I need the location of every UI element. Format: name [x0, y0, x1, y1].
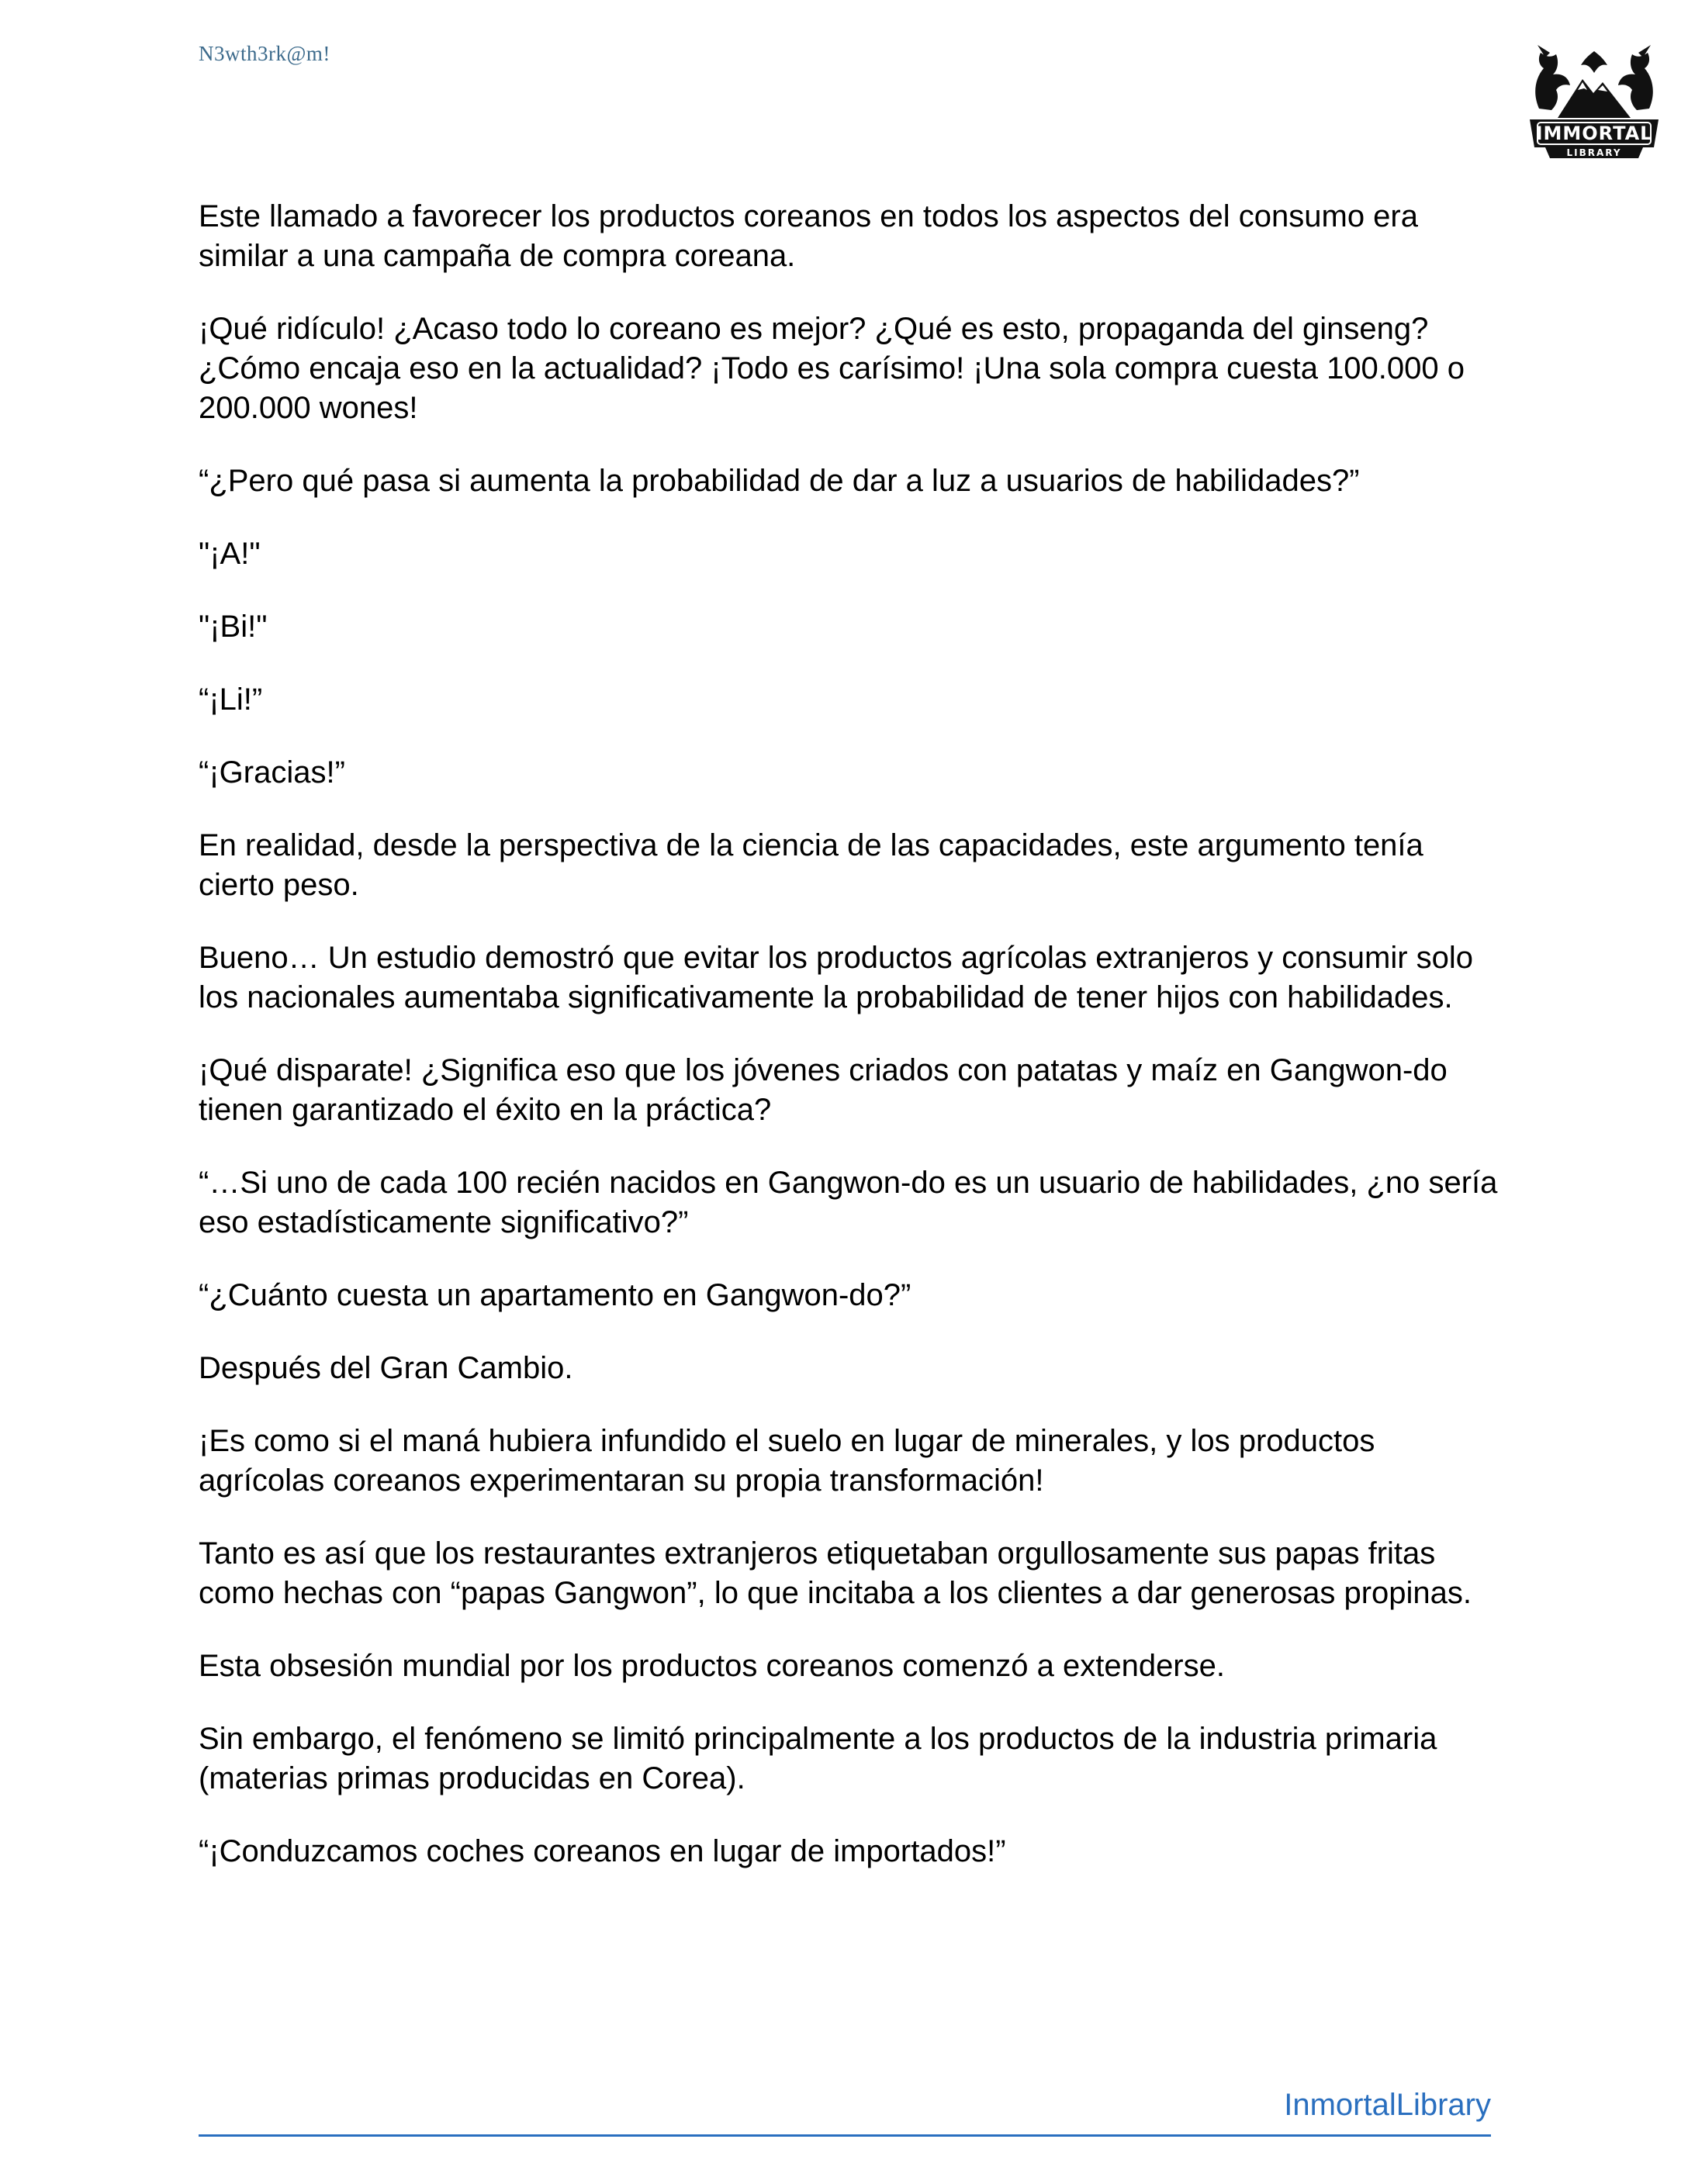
footer-inmortallibrary-link[interactable]: InmortalLibrary [1284, 2088, 1491, 2122]
paragraph: Sin embargo, el fenómeno se limitó principalmente a los productos de la industria primaria (materias primas producidas en Corea). [199, 1722, 1437, 1795]
paragraph: ¡Es como si el maná hubiera infundido el suelo en lugar de minerales, y los productos agrícolas coreanos experimentaran su propia transformación! [199, 1424, 1375, 1498]
chapter-body [199, 197, 1502, 1905]
watermark: N3wth3rk@m! [199, 42, 330, 65]
logo-text-immortal: IMMORTAL [1535, 123, 1653, 144]
paragraph: Tanto es así que los restaurantes extranjeros etiquetaban orgullosamente sus papas fritas como hechas con “papas Gangwon”, lo que incitaba a los clientes a dar generosas propinas. [199, 1536, 1472, 1610]
paragraph: "¡A!" [199, 537, 261, 571]
paragraph: “¡Conduzcamos coches coreanos en lugar de importados!” [199, 1834, 1006, 1868]
paragraph: ¡Qué ridículo! ¿Acaso todo lo coreano es mejor? ¿Qué es esto, propaganda del ginseng? ¿Cómo encaja eso en la actualidad? ¡Todo es carísimo! ¡Una sola compra cuesta 100.000 o 200.000 wones! [199, 312, 1465, 425]
paragraph: Este llamado a favorecer los productos coreanos en todos los aspectos del consumo era similar a una campaña de compra coreana. [199, 199, 1418, 273]
paragraph: "¡Bi!" [199, 610, 268, 644]
paragraph: Esta obsesión mundial por los productos coreanos comenzó a extenderse. [199, 1649, 1225, 1683]
paragraph: “¡Li!” [199, 682, 263, 717]
paragraph: Después del Gran Cambio. [199, 1351, 573, 1385]
paragraph: “¡Gracias!” [199, 755, 345, 790]
logo-text-library: LIBRARY [1566, 147, 1622, 158]
paragraph: ¡Qué disparate! ¿Significa eso que los jóvenes criados con patatas y maíz en Gangwon-do tienen garantizado el éxito en la práctica? [199, 1053, 1448, 1127]
paragraph: “¿Pero qué pasa si aumenta la probabilidad de dar a luz a usuarios de habilidades?” [199, 464, 1360, 498]
paragraph: En realidad, desde la perspectiva de la ciencia de las capacidades, este argumento tenía cierto peso. [199, 828, 1423, 902]
footer-divider [199, 2134, 1491, 2137]
paragraph: “…Si uno de cada 100 recién nacidos en Gangwon-do es un usuario de habilidades, ¿no sería eso estadísticamente significativo?” [199, 1166, 1498, 1239]
paragraph: Bueno… Un estudio demostró que evitar los productos agrícolas extranjeros y consumir solo los nacionales aumentaba significativamente la probabilidad de tener hijos con habilidades. [199, 941, 1474, 1014]
paragraph: “¿Cuánto cuesta un apartamento en Gangwon-do?” [199, 1278, 911, 1312]
immortal-library-logo [1522, 34, 1666, 161]
